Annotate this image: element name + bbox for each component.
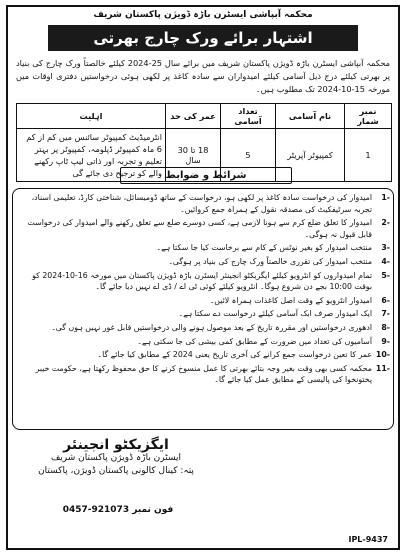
advertisement-banner: اشتہار برائے ورک چارج بھرتی bbox=[48, 25, 358, 51]
condition-item bbox=[16, 336, 390, 348]
signature-address: پتہ: کینال کالونی پاکستان ڈویژن، پاکستان bbox=[38, 466, 194, 476]
condition-item bbox=[16, 295, 390, 307]
phone-line bbox=[38, 505, 198, 515]
advertisement-page bbox=[6, 5, 400, 550]
condition-number: -7 bbox=[381, 309, 390, 319]
row-qualification: انٹرمیڈیٹ کمپیوٹر سائنس میں کم از کم 6 ماہ کمپیوٹر ڈپلومہ، کمپیوٹر پر بہتر تعلیم و تجربہ اور ذاتی لیپ ٹاپ رکھنے والے کو ترجیح دی جائے گی bbox=[17, 129, 166, 182]
condition-item bbox=[16, 217, 390, 240]
condition-text: ادھوری درخواستیں اور مقررہ تاریخ کے بعد موصول ہونے والی درخواستیں قابل غور نہیں ہوں گی۔ bbox=[51, 322, 372, 332]
condition-number: -3 bbox=[381, 243, 390, 253]
condition-number: -6 bbox=[381, 295, 390, 305]
condition-number: -4 bbox=[381, 256, 390, 266]
row-post-count: 5 bbox=[221, 129, 276, 182]
phone-label: فون نمبر bbox=[132, 505, 174, 515]
condition-item bbox=[16, 270, 390, 293]
signature-block bbox=[16, 439, 216, 478]
condition-item bbox=[16, 308, 390, 320]
condition-text: امیدوار کا تعلق ضلع کرم سے ہونا لازمی ہے، کسی دوسرے ضلع سے تعلق رکھنے والے امیدوار کی درخواست قابل قبول نہ ہوگی۔ bbox=[27, 218, 372, 239]
row-post-name: کمپیوٹر آپریٹر bbox=[276, 129, 345, 182]
header-post-name: نام آسامی bbox=[276, 104, 345, 129]
reference-code: IPL-9437 bbox=[348, 535, 388, 544]
conditions-title: شرائط و ضوابط bbox=[120, 167, 292, 184]
condition-item bbox=[16, 349, 390, 361]
condition-item bbox=[16, 322, 390, 334]
condition-item bbox=[16, 192, 390, 215]
condition-number: -11 bbox=[375, 363, 390, 373]
condition-item bbox=[16, 242, 390, 254]
department-name: محکمہ آبپاشی ایسٹرن باڑہ ڈویژن پاکستان شریف bbox=[93, 10, 313, 20]
phone-number: 0457-921073 bbox=[62, 505, 130, 515]
header-age-limit: عمر کی حد bbox=[166, 104, 221, 129]
condition-number: -5 bbox=[381, 270, 390, 280]
condition-number: -2 bbox=[381, 218, 390, 228]
conditions-list bbox=[16, 192, 390, 388]
intro-paragraph: محکمہ آبپاشی ایسٹرن باڑہ ڈویژن پاکستان شریف میں برائے سال 25-2024 کیلئے خالصتاً ورک چارج کی بنیاد پر بھرتی کیلئے درج ذیل آسامی کیلئے امیدواران سے سادہ کاغذ پر لکھی ہوئی درخواستیں دفتری اوقات میں مورخہ 15-10-2024 تک مطلوب ہیں۔ bbox=[16, 58, 390, 94]
row-serial: 1 bbox=[345, 129, 392, 182]
condition-text: عمر کا تعین درخواست جمع کرانے کی آخری تاریخ یعنی 2024 کے مطابق کیا جائے گا۔ bbox=[97, 350, 372, 360]
signature-title: ایگزیکٹو انجینئر bbox=[63, 437, 169, 453]
condition-text: امیدوار انٹرویو کے وقت اصل کاغذات ہمراہ لائیں۔ bbox=[209, 295, 372, 305]
condition-item bbox=[16, 256, 390, 268]
header-serial: نمبر شمار bbox=[345, 104, 392, 129]
condition-text: ایک امیدوار صرف ایک آسامی کیلئے درخواست دے سکتا ہے۔ bbox=[178, 309, 372, 319]
condition-item bbox=[16, 363, 390, 386]
condition-text: منتخب امیدوار کی تقرری خالصتاً ورک چارج کی بنیاد پر ہوگی۔ bbox=[168, 256, 372, 266]
posts-table-header bbox=[17, 104, 392, 129]
condition-text: تمام امیدواروں کو انٹرویو کیلئے ایگزیکٹو انجینئر ایسٹرن باڑہ ڈویژن پاکستان میں مورخہ 16-10-2024 کو بوقت 10:00 بجے دن شروع ہوگا۔ انٹرویو کیلئے کوئی ٹی اے / ڈی اے نہیں دیا جائے گا۔ bbox=[32, 270, 372, 292]
condition-number: -9 bbox=[381, 336, 390, 346]
condition-text: آسامیوں کی تعداد میں ضرورت کے مطابق کمی بیشی کی جا سکتی ہے۔ bbox=[137, 336, 372, 346]
condition-text: محکمہ کسی بھی وقت بغیر وجہ بتائے بھرتی کا عمل منسوخ کرنے کا حق محفوظ رکھتا ہے، حکومت خیبر پختونخوا کی پالیسی کے مطابق عمل کیا جائے گا۔ bbox=[35, 363, 372, 385]
condition-number: -10 bbox=[375, 350, 390, 360]
row-age-limit: 18 تا 30 سال bbox=[166, 129, 221, 182]
signature-office: ایسٹرن باڑہ ڈویژن پاکستان شریف bbox=[50, 453, 182, 463]
condition-text: منتخب امیدوار کو بغیر نوٹس کے کام سے برخاست کیا جا سکتا ہے۔ bbox=[156, 243, 372, 253]
condition-number: -8 bbox=[381, 322, 390, 332]
header-post-count: تعداد آسامی bbox=[221, 104, 276, 129]
header-qualification: اہلیت bbox=[17, 104, 166, 129]
condition-number: -1 bbox=[381, 193, 390, 202]
condition-text: امیدوار کی درخواست سادہ کاغذ پر لکھی ہو، درخواست کے ساتھ ڈومیسائل، شناختی کارڈ، تعلیمی اسناد، تجربہ سرٹیفکیٹ کی مصدقہ نقول کے ہمراہ جمع کروائیں۔ bbox=[31, 193, 372, 214]
